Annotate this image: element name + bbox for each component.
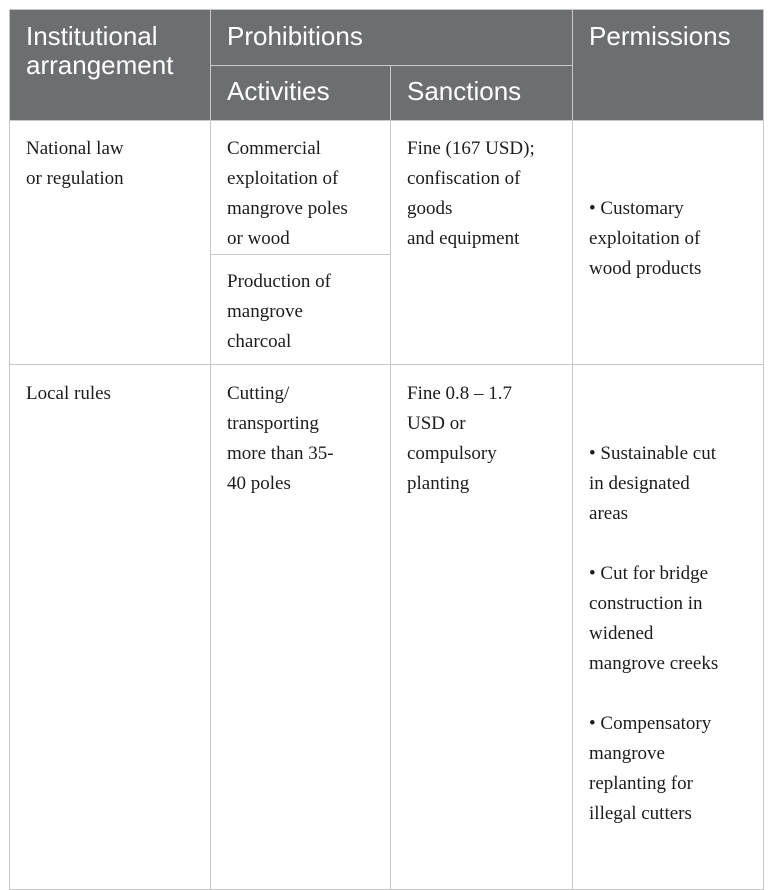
list-item: • Customary exploitation of wood products: [589, 198, 702, 279]
cell-arrangement-national: National law or regulation: [10, 121, 211, 365]
table-header: [10, 10, 764, 121]
header-row-top: [10, 10, 764, 66]
list-item: • Sustainable cut in designated areas: [589, 443, 716, 524]
cell-permissions-national: [573, 121, 764, 365]
table-row: [10, 121, 764, 255]
list-item: • Compensatory mangrove replanting for illegal cutters: [589, 713, 712, 824]
cell-arrangement-local: Local rules: [10, 365, 211, 890]
cell-permissions-local: [573, 365, 764, 890]
header-institutional-arrangement: Institutional arrangement: [10, 10, 211, 121]
cell-sanctions-national: Fine (167 USD); confiscation of goods and equipment: [391, 121, 573, 365]
cell-activity-commercial: Commercial exploitation of mangrove poles or wood: [211, 121, 391, 255]
regulations-table: [9, 9, 764, 890]
header-prohibitions: Prohibitions: [211, 10, 573, 66]
list-item: • Cut for bridge construction in widened mangrove creeks: [589, 563, 719, 674]
table-row: [10, 365, 764, 890]
table-body: [10, 121, 764, 890]
header-activities: Activities: [211, 66, 391, 121]
permissions-list: [589, 409, 749, 859]
header-permissions: Permissions: [573, 10, 764, 121]
cell-sanctions-local: Fine 0.8 – 1.7 USD or compulsory planting: [391, 365, 573, 890]
permissions-list: [589, 164, 749, 314]
cell-activity-cutting: Cutting/ transporting more than 35- 40 poles: [211, 365, 391, 890]
cell-activity-charcoal: Production of mangrove charcoal: [211, 255, 391, 365]
header-sanctions: Sanctions: [391, 66, 573, 121]
